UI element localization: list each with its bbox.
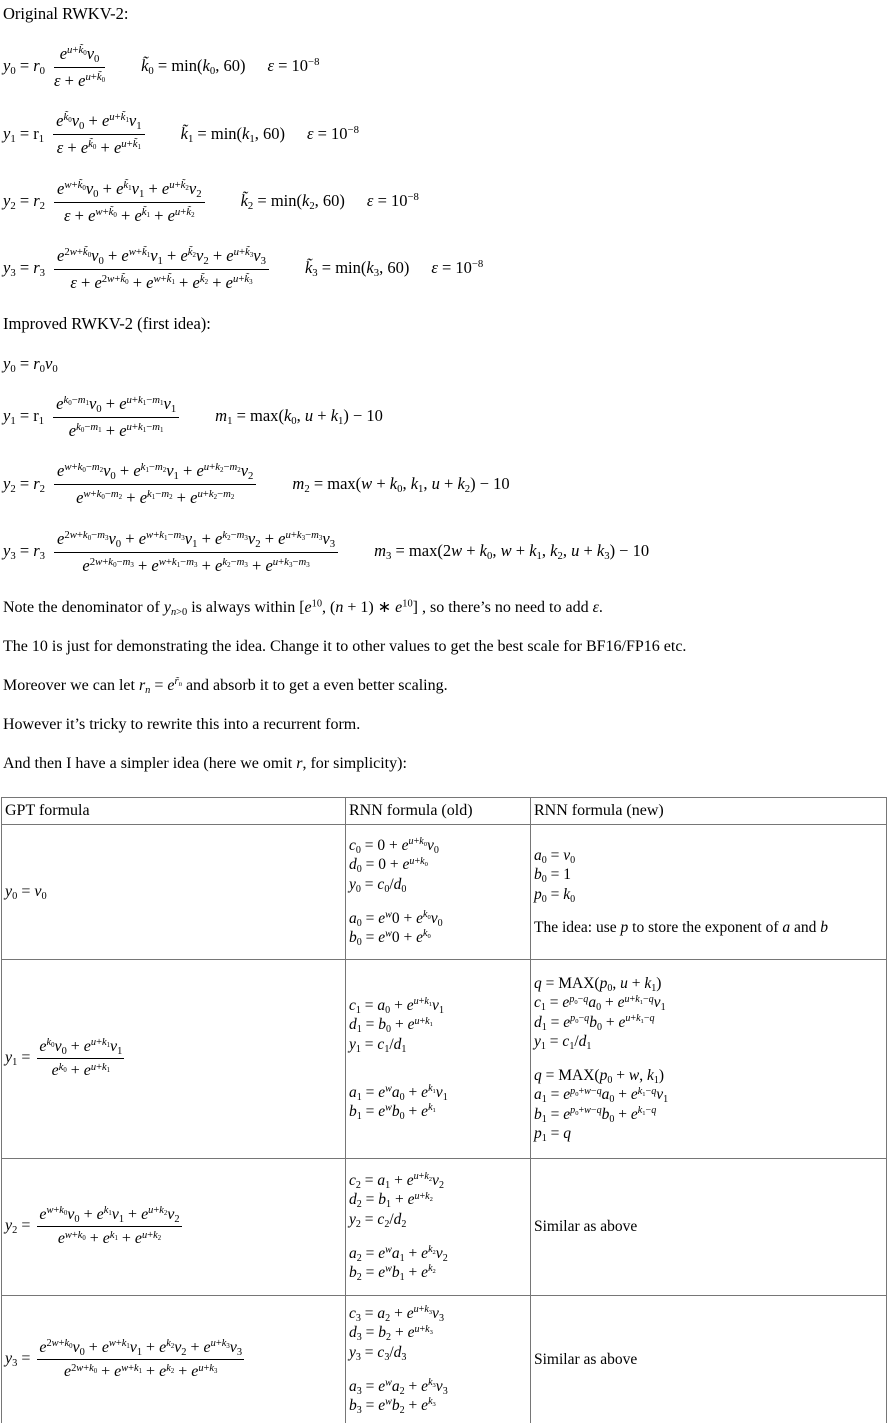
formula-line: $p_0 = k_0$ <box>534 885 576 905</box>
fraction <box>54 461 256 508</box>
formula-line: $b_1 = e^wb_0 + e^{k_1}$ <box>349 1102 436 1123</box>
formula-line: $d_0 = 0 + e^{u+k_0}$ <box>349 855 428 876</box>
equation-lhs: $y_3 = r_3$ <box>3 258 46 280</box>
table-row-y1 <box>2 959 887 1158</box>
blank-line <box>349 1055 526 1069</box>
epsilon-condition: $\varepsilon = 10^{-8}$ <box>366 190 419 210</box>
numerator: $e^{k̃_0}v_0 + e^{u+k̃_1}v_1$ <box>53 111 145 135</box>
formula-line: $b_1 = e^{p_0+w-q}b_0 + e^{k_1-q}$ <box>534 1105 657 1125</box>
cell-gpt-y1 <box>2 959 346 1158</box>
equation-improved-y0 <box>3 354 888 374</box>
equation-gpt-y0 <box>5 883 341 901</box>
note-scale-choice: The 10 is just for demonstrating the idea. Change it to other values to get the best scale for BF16/FP16 etc. <box>3 637 687 655</box>
cell-rnn-old-y1 <box>346 959 531 1158</box>
equation-lhs: $y_1 = r_1$ <box>3 123 45 145</box>
formula-line: Similar as above <box>534 1350 638 1368</box>
cell-gpt-y2 <box>2 1158 346 1295</box>
note-simpler-idea: And then I have a simpler idea (here we omit r, for simplicity): <box>3 754 407 772</box>
equation-lhs: $y_0 = r_0$ <box>3 56 46 78</box>
formula-line: $b_2 = e^wb_1 + e^{k_2}$ <box>349 1263 436 1284</box>
cell-rnn-new-y3 <box>531 1295 887 1423</box>
denominator: $\varepsilon + e^{k̃_0} + e^{u+k̃_1}$ <box>56 138 141 158</box>
equation-original-y1 <box>3 111 888 158</box>
formula-line: $b_3 = e^wb_2 + e^{k_3}$ <box>349 1396 436 1417</box>
table-row-y0 <box>2 824 887 959</box>
cell-rnn-new-y0 <box>531 824 887 959</box>
section-heading-improved: Improved RWKV-2 (first idea): <box>3 314 211 333</box>
note-absorb-r: Moreover we can let $r_n = e^{r̃_n}$ and absorb it to get a even better scaling. <box>3 676 448 696</box>
cell-rnn-old-y2 <box>346 1158 531 1295</box>
numerator: $e^{k_0-m_1}v_0 + e^{u+k_1-m_1}v_1$ <box>53 394 179 418</box>
formula-line: $y_0 = c_0/d_0$ <box>349 875 407 895</box>
denominator: $e^{w+k_0-m_2} + e^{k_1-m_2} + e^{u+k_2-m_2}$ <box>76 488 235 508</box>
formula-line: $d_2 = b_1 + e^{u+k_2}$ <box>349 1190 433 1211</box>
denominator: $\varepsilon + e^{2w+k̃_0} + e^{w+k̃_1} + e^{k̃_2} + e^{u+k̃_3}$ <box>70 272 253 292</box>
formula-line: $q = MAX(p_0 + w$, $k_1$) <box>534 1066 665 1086</box>
equation-lhs: $y_0 = r_0v_0$ <box>3 354 58 376</box>
equation-lhs: $y_0 = v_0$ <box>5 882 47 902</box>
side-condition: $m_3 = \max(2w + k_0$, $w + k_1$, $k_2$, $u + k_3) - 10$ <box>374 540 650 563</box>
blank-line <box>349 895 526 909</box>
formula-line: $c_1 = e^{p_0-q}a_0 + e^{u+k_1-q}v_1$ <box>534 993 666 1014</box>
fraction <box>37 1338 244 1382</box>
side-condition: $k̃_1 = \min(k_1$, 60) <box>180 123 285 145</box>
equation-original-y2 <box>3 179 888 226</box>
formula-line: $d_1 = e^{p_0-q}b_0 + e^{u+k_1-q}$ <box>534 1013 655 1033</box>
denominator: $e^{k_0-m_1} + e^{u+k_1-m_1}$ <box>68 421 164 441</box>
equation-lhs: $y_3 = r_3$ <box>3 540 46 563</box>
side-condition: $k̃_2 = \min(k_2$, 60) <box>240 190 345 213</box>
formula-line: $c_0 = 0 + e^{u+k_0}v_0$ <box>349 836 439 856</box>
numerator: $e^{2w+k̃_0}v_0 + e^{w+k̃_1}v_1 + e^{k̃_2}v_2 + e^{u+k̃_3}v_3$ <box>54 246 269 270</box>
cell-rnn-old-y0 <box>346 824 531 959</box>
note-recurrent-tricky: However it’s tricky to rewrite this into a recurrent form. <box>3 715 361 733</box>
equation-gpt-y3 <box>5 1338 341 1382</box>
formula-line: $a_1 = e^{p_0+w-q}a_0 + e^{k_1-q}v_1$ <box>534 1085 669 1106</box>
formula-line: $q = MAX(p_0$, $u + k_1$) <box>534 974 662 994</box>
denominator: $e^{k_0} + e^{u+k_1}$ <box>51 1061 110 1080</box>
formula-line: $y_3 = c_3/d_3$ <box>349 1343 407 1363</box>
side-condition: $k̃_0 = \min(k_0$, 60) <box>141 56 246 78</box>
cell-rnn-new-y1 <box>531 959 887 1158</box>
equation-lhs: $y_1 = r_1$ <box>3 406 45 428</box>
column-header-rnn-formula-new: RNN formula (new) <box>531 797 887 824</box>
formula-line: $y_1 = c_1/d_1$ <box>349 1035 407 1055</box>
equation-improved-y3 <box>3 529 888 576</box>
epsilon-condition: $\varepsilon = 10^{-8}$ <box>267 56 320 76</box>
denominator: $e^{2w+k_0} + e^{w+k_1} + e^{k_2} + e^{u+k_3}$ <box>63 1362 218 1381</box>
table-row-y3 <box>2 1295 887 1423</box>
denominator: $e^{2w+k_0-m_3} + e^{w+k_1-m_3} + e^{k_2-m_3} + e^{u+k_3-m_3}$ <box>82 555 310 575</box>
formula-line: $a_1 = e^wa_0 + e^{k_1}v_1$ <box>349 1082 448 1103</box>
denominator: $\varepsilon + e^{w+k̃_0} + e^{k̃_1} + e^{u+k̃_2}$ <box>64 205 195 225</box>
formula-line: $p_1 = q$ <box>534 1125 572 1145</box>
side-condition: $k̃_3 = \min(k_3$, 60) <box>304 258 410 280</box>
section-heading-original: Original RWKV-2: <box>3 4 129 23</box>
numerator: $e^{w+k̃_0}v_0 + e^{k̃_1}v_1 + e^{u+k̃_2}v_2$ <box>54 179 205 203</box>
equation-lhs: $y_1$ = <box>5 1049 31 1069</box>
cell-gpt-y0 <box>2 824 346 959</box>
fraction <box>37 1037 124 1081</box>
formula-line: $y_1 = c_1/d_1$ <box>534 1033 592 1053</box>
blank-line <box>534 904 882 918</box>
table-row-y2 <box>2 1158 887 1295</box>
table-header-row <box>2 797 887 824</box>
formula-line: $b_0 = e^w0 + e^{k_0}$ <box>349 928 431 949</box>
side-condition: $m_2 = \max(w + k_0$, $k_1$, $u + k_2) - 10$ <box>292 473 510 495</box>
equation-gpt-y1 <box>5 1037 341 1081</box>
fraction <box>53 111 145 158</box>
epsilon-condition: $\varepsilon = 10^{-8}$ <box>431 258 484 278</box>
cell-rnn-old-y3 <box>346 1295 531 1423</box>
formula-line: $d_1 = b_0 + e^{u+k_1}$ <box>349 1015 433 1036</box>
side-condition: $m_1 = \max(k_0$, $u + k_1) - 10$ <box>215 406 383 428</box>
formula-line: $a_0 = e^w0 + e^{k_0}v_0$ <box>349 908 443 929</box>
equation-gpt-y2 <box>5 1205 341 1249</box>
cell-rnn-new-y2 <box>531 1158 887 1295</box>
formula-comparison-table <box>1 797 887 1423</box>
equation-improved-y1 <box>3 394 888 441</box>
numerator: $e^{2w+k_0-m_3}v_0 + e^{w+k_1-m_3}v_1 + e^{k_2-m_3}v_2 + e^{u+k_3-m_3}v_3$ <box>54 529 338 553</box>
formula-line: Similar as above <box>534 1217 638 1235</box>
fraction <box>54 44 105 91</box>
note-denominator-range: Note the denominator of $y_{n>0}$ is always within [$e^{10}$, (n + 1) ∗ $e^{10}$] , so there’s no need to add ε. <box>3 598 603 618</box>
fraction <box>54 246 269 293</box>
numerator: $e^{w+k_0}v_0 + e^{k_1}v_1 + e^{u+k_2}v_2$ <box>37 1205 181 1228</box>
formula-line: $c_2 = a_1 + e^{u+k_2}v_2$ <box>349 1171 444 1191</box>
epsilon-condition: $\varepsilon = 10^{-8}$ <box>306 123 359 143</box>
formula-line: $d_3 = b_2 + e^{u+k_3}$ <box>349 1323 433 1344</box>
blank-line <box>349 1230 526 1244</box>
fraction <box>54 179 205 226</box>
formula-line: $a_0 = v_0$ <box>534 846 576 866</box>
formula-line: The idea: use p to store the exponent of a and b <box>534 919 829 937</box>
numerator: $e^{2w+k_0}v_0 + e^{w+k_1}v_1 + e^{k_2}v_2 + e^{u+k_3}v_3$ <box>37 1338 244 1361</box>
denominator: $\varepsilon + e^{u+k̃_0}$ <box>54 71 106 91</box>
equation-lhs: $y_3$ = <box>5 1350 31 1370</box>
column-header-gpt-formula: GPT formula <box>2 797 346 824</box>
blank-line <box>349 1069 526 1083</box>
numerator: $e^{k_0}v_0 + e^{u+k_1}v_1$ <box>37 1037 124 1060</box>
formula-line: $b_0 = 1$ <box>534 866 572 886</box>
column-header-rnn-formula-old: RNN formula (old) <box>346 797 531 824</box>
blank-line <box>534 1052 882 1066</box>
equation-lhs: $y_2 = r_2$ <box>3 190 46 213</box>
equation-original-y0 <box>3 44 888 91</box>
equation-original-y3 <box>3 246 888 293</box>
cell-gpt-y3 <box>2 1295 346 1423</box>
numerator: $e^{u+k̃_0}v_0$ <box>54 44 105 68</box>
fraction <box>37 1205 181 1249</box>
numerator: $e^{w+k_0-m_2}v_0 + e^{k_1-m_2}v_1 + e^{u+k_2-m_2}v_2$ <box>54 461 256 485</box>
equation-lhs: $y_2$ = <box>5 1217 31 1237</box>
equation-lhs: $y_2 = r_2$ <box>3 473 46 495</box>
fraction <box>53 394 179 441</box>
blank-line <box>349 1363 526 1377</box>
equation-improved-y2 <box>3 461 888 508</box>
formula-line: $y_2 = c_2/d_2$ <box>349 1210 407 1230</box>
denominator: $e^{w+k_0} + e^{k_1} + e^{u+k_2}$ <box>57 1229 162 1248</box>
formula-line: $c_1 = a_0 + e^{u+k_1}v_1$ <box>349 996 444 1016</box>
formula-line: $c_3 = a_2 + e^{u+k_3}v_3$ <box>349 1304 444 1324</box>
formula-line: $a_3 = e^wa_2 + e^{k_3}v_3$ <box>349 1376 448 1397</box>
formula-line: $a_2 = e^wa_1 + e^{k_2}v_2$ <box>349 1243 448 1264</box>
fraction <box>54 529 338 576</box>
